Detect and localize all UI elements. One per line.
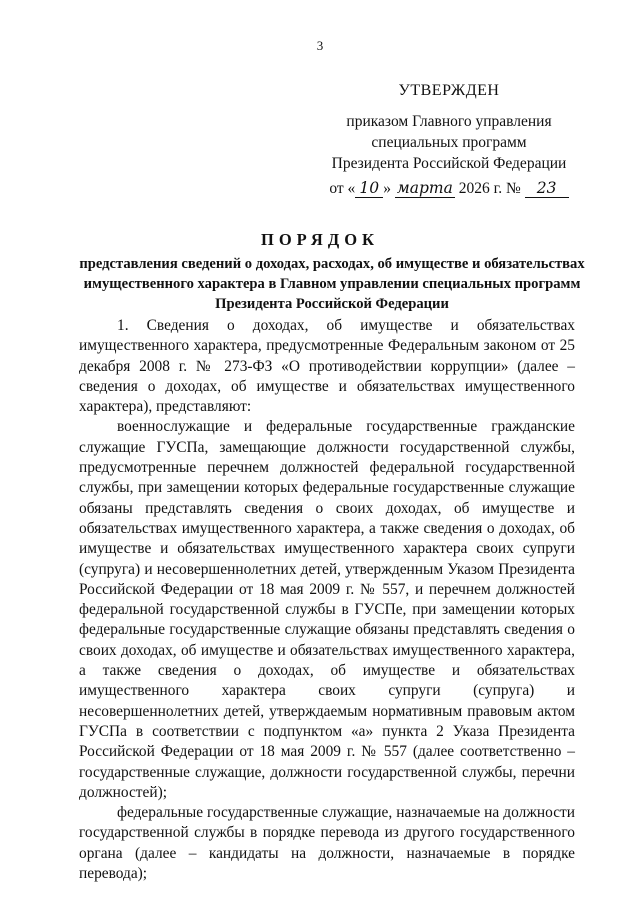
document-body (79, 316, 575, 884)
document-title: ПОРЯДОК (261, 230, 379, 249)
date-prefix: от « (329, 180, 356, 197)
handwritten-month: марта (395, 179, 455, 198)
handwritten-day: 10 (355, 179, 383, 198)
approval-date-line (324, 178, 574, 199)
paragraph: 1. Сведения о доходах, об имуществе и обязательствах имущественного характера, предусмотренные Федеральным законом от 25 декабря 2008 г. № 273-ФЗ «О противодействии коррупции» (далее – сведения о доходах, об имуществе и обязательствах имущественного характера), представляют: (79, 317, 575, 416)
approval-heading: УТВЕРЖДЕН (398, 82, 500, 99)
date-mid: » (383, 180, 392, 197)
approval-line-2: специальных программ (371, 134, 527, 151)
document-subtitle: представления сведений о доходах, расходах, об имуществе и обязательствах имущественного характера в Главном управлении специальных программ Президента Российской Федерации (79, 256, 585, 312)
date-year: 2026 г. № (458, 180, 521, 197)
paragraph: военнослужащие и федеральные государственные гражданские служащие ГУСПа, замещающие должности государственной службы, предусмотренные перечнем должностей федеральной государственной службы, при замещении которых федеральные государственные служащие обязаны представлять сведения о своих доходах, об имуществе и обязательствах имущественного характера, а также сведения о доходах, об имуществе и обязательствах имущественного характера своих супруги (супруга) и несовершеннолетних детей, утвержденным Указом Президента Российской Федерации от 18 мая 2009 г. № 557, и перечнем должностей федеральной государственной службы в ГУСПе, при замещении которых федеральные государственные служащие обязаны представлять сведения о своих доходах, об имуществе и обязательствах имущественного характера, а также сведения о доходах, об имуществе и обязательствах имущественного характера своих супруги (супруга) и несовершеннолетних детей, утверждаемым нормативным правовым актом ГУСПа в соответствии с подпунктом «а» пункта 2 Указа Президента Российской Федерации от 18 мая 2009 г. № 557 (далее соответственно – государственные служащие, должности государственной службы, перечни должностей); (79, 418, 575, 801)
paragraph: федеральные государственные служащие, назначаемые на должности государственной службы в порядке перевода из другого государственного органа (далее – кандидаты на должности, назначаемые в порядке перевода); (79, 804, 575, 883)
approval-stamp (324, 80, 574, 199)
approval-line-3: Президента Российской Федерации (331, 155, 567, 172)
handwritten-order-number: 23 (525, 179, 569, 198)
approval-line-1: приказом Главного управления (346, 113, 552, 130)
page-number: 3 (316, 38, 324, 53)
